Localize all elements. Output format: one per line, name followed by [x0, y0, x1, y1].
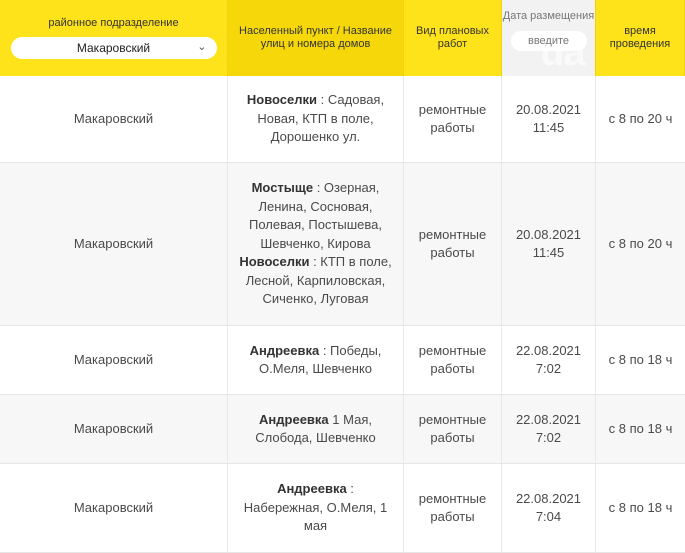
table-row	[0, 76, 685, 163]
header-date	[502, 0, 596, 76]
date-value: 22.08.2021	[515, 342, 582, 358]
date-cell	[502, 76, 596, 162]
date-value: 22.08.2021	[515, 411, 582, 427]
table-row	[0, 163, 685, 326]
district-cell: Макаровский	[0, 326, 228, 394]
header-time-label: время проведения	[609, 24, 671, 50]
header-district	[0, 0, 228, 76]
district-select-value: Макаровский	[76, 40, 151, 55]
time-posted-value: 11:45	[532, 245, 565, 260]
place-name: Андреевка	[277, 481, 347, 497]
district-cell: Макаровский	[0, 395, 228, 463]
header-locality	[228, 0, 404, 76]
header-locality-label: Населенный пункт / Название улиц и номера домов	[239, 24, 392, 50]
header-date-label: Дата размещения	[502, 10, 595, 22]
table-row	[0, 464, 685, 553]
place-name: Новоселки	[239, 254, 310, 270]
table-row	[0, 326, 685, 395]
period-cell: с 8 по 18 ч	[608, 351, 673, 367]
date-value: 22.08.2021	[515, 490, 582, 506]
period-cell: с 8 по 20 ч	[608, 110, 673, 126]
date-value: 20.08.2021	[515, 226, 582, 242]
date-value: 20.08.2021	[515, 101, 582, 117]
date-cell	[502, 464, 596, 552]
period-cell: с 8 по 20 ч	[608, 235, 673, 251]
work-type-cell: ремонтные работы	[404, 464, 502, 552]
period-cell: с 8 по 18 ч	[608, 499, 673, 515]
chevron-down-icon: ⌄	[197, 41, 207, 54]
place-name: Андреевка	[249, 342, 320, 358]
work-type-cell: ремонтные работы	[404, 76, 502, 162]
work-type-cell: ремонтные работы	[404, 326, 502, 394]
time-posted-value: 7:02	[535, 361, 562, 376]
district-cell: Макаровский	[0, 76, 228, 162]
district-select[interactable]	[11, 37, 217, 59]
date-cell	[502, 326, 596, 394]
street-list: 1 Мая, Слобода, Шевченко	[255, 411, 376, 445]
locality-cell	[228, 76, 404, 162]
street-list: : КТП в поле, Лесной, Карпиловская, Сиченко, Луговая	[245, 254, 392, 307]
time-posted-value: 7:04	[535, 509, 562, 524]
header-work-type-label: Вид плановых работ	[416, 24, 489, 50]
date-filter-input[interactable]	[511, 31, 587, 51]
time-posted-value: 11:45	[532, 120, 565, 135]
street-list: : Набережная, О.Меля, 1 мая	[243, 481, 388, 534]
locality-cell	[228, 326, 404, 394]
district-cell: Макаровский	[0, 163, 228, 325]
period-cell: с 8 по 18 ч	[608, 420, 673, 436]
header-work-type	[404, 0, 502, 76]
table-header	[0, 0, 685, 76]
watermark-logo: ua	[540, 30, 585, 74]
district-cell: Макаровский	[0, 464, 228, 552]
locality-cell	[228, 464, 404, 552]
place-name: Мостыще	[251, 180, 314, 196]
locality-cell	[228, 163, 404, 325]
place-name: Андреевка	[259, 411, 329, 427]
work-type-cell: ремонтные работы	[404, 395, 502, 463]
header-time	[596, 0, 685, 76]
street-list: : Озерная, Ленина, Сосновая, Полевая, Постышева, Шевченко, Кирова	[249, 180, 382, 251]
date-cell	[502, 395, 596, 463]
street-list: : Победы, О.Меля, Шевченко	[258, 342, 382, 376]
work-type-cell: ремонтные работы	[404, 163, 502, 325]
place-name: Новоселки	[246, 92, 318, 108]
time-posted-value: 7:02	[535, 430, 562, 445]
date-cell	[502, 163, 596, 325]
header-district-label: районное подразделение	[48, 16, 179, 29]
locality-cell	[228, 395, 404, 463]
street-list: : Садовая, Новая, КТП в поле, Дорошенко ул.	[257, 92, 385, 145]
table-row	[0, 395, 685, 464]
